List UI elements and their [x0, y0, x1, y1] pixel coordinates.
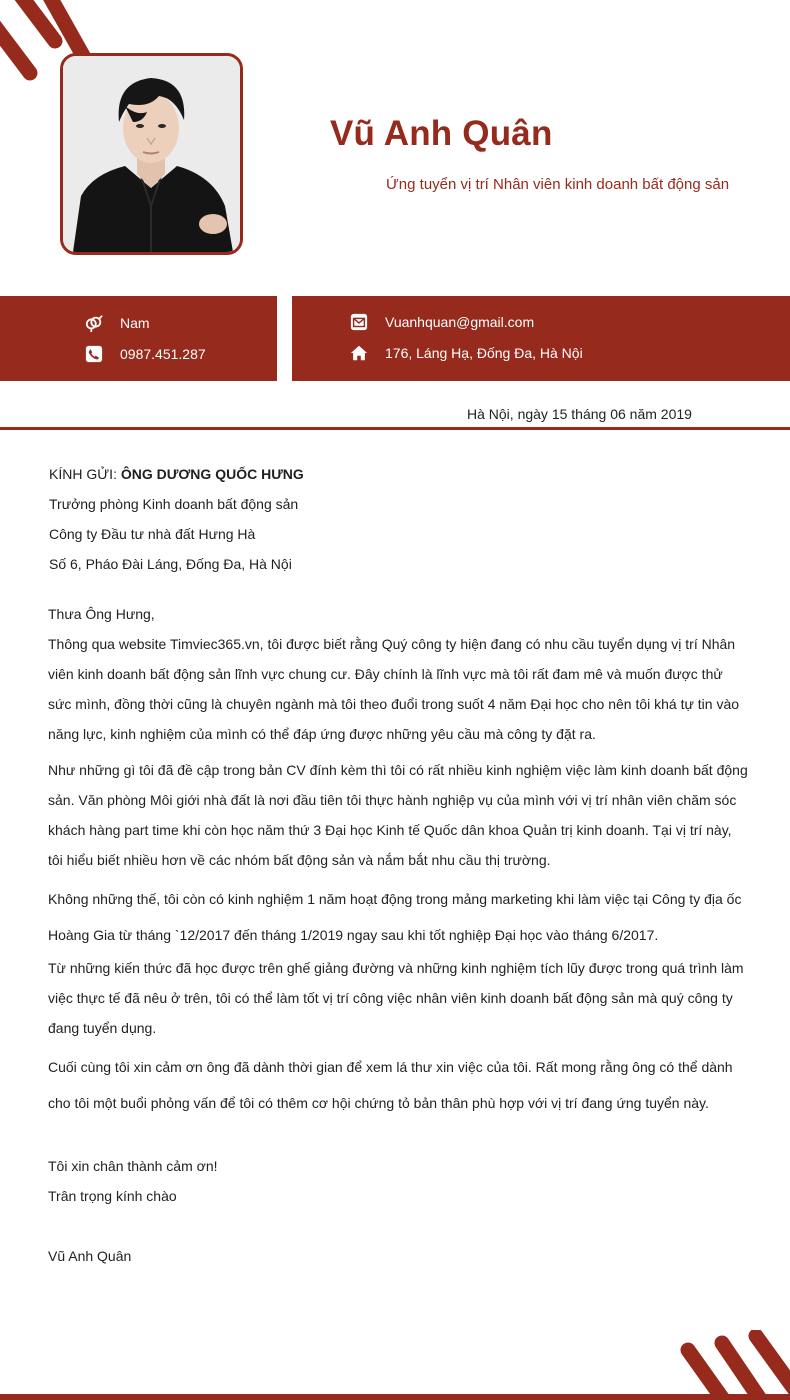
home-icon [350, 344, 368, 362]
letter-date: Hà Nội, ngày 15 tháng 06 năm 2019 [467, 406, 692, 422]
address-row [350, 344, 583, 362]
salutation: Thưa Ông Hưng, [48, 606, 155, 622]
regards-line: Trân trọng kính chào [48, 1188, 177, 1204]
closing-block [48, 1151, 748, 1211]
recipient-address: Số 6, Pháo Đài Láng, Đống Đa, Hà Nội [49, 556, 292, 572]
paragraph-1: Thông qua website Timviec365.vn, tôi được biết rằng Quý công ty hiện đang có nhu cầu tuyển dụng vị trí Nhân viên kinh doanh bất động sản lĩnh vực chung cư. Đây chính là lĩnh vực mà tôi rất đam mê và muốn được thử sức mình, đồng thời cũng là chuyên ngành mà tôi theo đuổi trong suốt 4 năm Đại học cho nên tôi khá tự tin vào năng lực, kinh nghiệm của mình có thể đáp ứng được những yêu cầu mà công ty đặt ra. [48, 636, 740, 742]
email-icon [350, 313, 368, 331]
footer-bar [0, 1394, 790, 1400]
letter-body [48, 599, 748, 1271]
applicant-name: Vũ Anh Quân [330, 114, 553, 153]
paragraph-4: Từ những kiến thức đã học được trên ghế giảng đường và những kinh nghiệm tích lũy được trong quá trình làm việc thực tế đã nêu ở trên, tôi có thể làm tốt vị trí công việc nhân viên kinh doanh bất động sản mà quý công ty đang tuyển dụng. [48, 960, 744, 1036]
thanks-line: Tôi xin chân thành cảm ơn! [48, 1158, 218, 1174]
phone-row [85, 345, 206, 363]
gender-row [85, 314, 150, 332]
email-row [350, 313, 534, 331]
recipient-label: KÍNH GỬI: [49, 466, 121, 482]
gender-icon [85, 314, 103, 332]
recipient-title: Trưởng phòng Kinh doanh bất động sản [49, 496, 299, 512]
profile-photo [60, 53, 243, 255]
recipient-line [49, 459, 304, 489]
corner-stripes-decoration-bottom [680, 1330, 790, 1400]
paragraph-3: Không những thế, tôi còn có kinh nghiệm 1 năm hoạt động trong mảng marketing khi làm việc tại Công ty địa ốc Hoàng Gia từ tháng `12/2017 đến tháng 1/2019 ngay sau khi tốt nghiệp Đại học vào tháng 6/2017. [48, 891, 742, 943]
paragraph-5: Cuối cùng tôi xin cảm ơn ông đã dành thời gian để xem lá thư xin việc của tôi. Rất mong rằng ông có thể dành cho tôi một buổi phỏng vấn để tôi có thêm cơ hội chứng tỏ bản thân phù hợp với vị trí đang ứng tuyển này. [48, 1059, 733, 1111]
phone-icon [85, 345, 103, 363]
email-value[interactable]: Vuanhquan@gmail.com [385, 314, 535, 330]
address-value: 176, Láng Hạ, Đống Đa, Hà Nội [385, 345, 583, 361]
recipient-block [49, 459, 304, 579]
signature: Vũ Anh Quân [48, 1248, 132, 1264]
recipient-company: Công ty Đầu tư nhà đất Hưng Hà [49, 526, 256, 542]
applied-position: Ứng tuyển vị trí Nhân viên kinh doanh bất động sản [386, 176, 730, 193]
header-divider [0, 427, 790, 430]
recipient-name: ÔNG DƯƠNG QUỐC HƯNG [120, 466, 304, 482]
contact-box-personal [0, 296, 277, 381]
phone-value[interactable]: 0987.451.287 [120, 346, 206, 362]
contact-box-address [292, 296, 790, 381]
paragraph-2: Như những gì tôi đã đề cập trong bản CV đính kèm thì tôi có rất nhiều kinh nghiệm việc làm kinh doanh bất động sản. Văn phòng Môi giới nhà đất là nơi đầu tiên tôi thực hành nghiệp vụ của mình với vị trí nhân viên chăm sóc khách hàng part time khi còn học năm thứ 3 Đại học Kinh tế Quốc dân khoa Quản trị kinh doanh. Tại vị trí này, tôi hiểu biết nhiều hơn về các nhóm bất động sản và nắm bắt nhu cầu thị trường. [48, 762, 748, 868]
gender-value: Nam [120, 315, 150, 331]
